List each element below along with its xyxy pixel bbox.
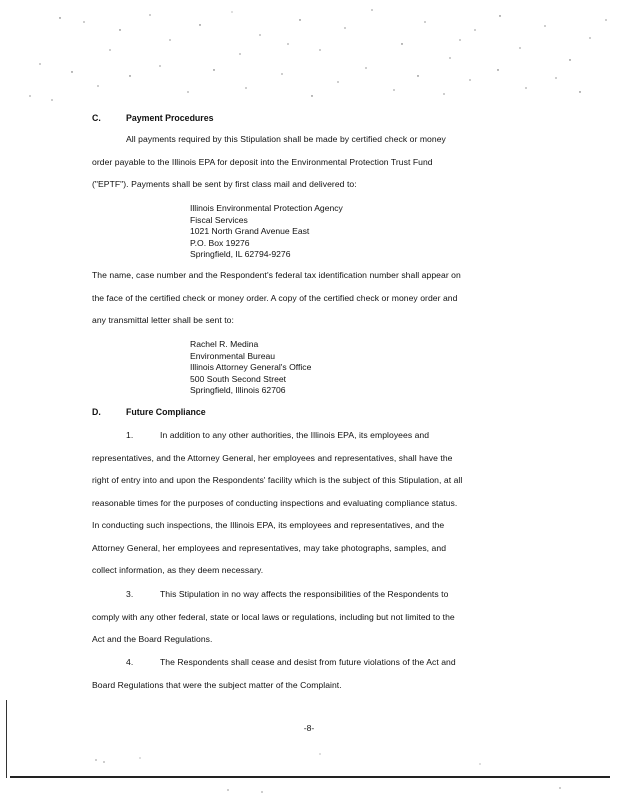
text-line <box>92 651 522 674</box>
section-d-title: Future Compliance <box>126 407 206 417</box>
attorney-address-block <box>190 339 311 397</box>
text-line: representatives, and the Attorney General, her employees and representatives, shall have the <box>92 452 453 463</box>
text-line: ("EPTF"). Payments shall be sent by first class mail and delivered to: <box>92 179 357 189</box>
section-c-paragraph-2 <box>92 264 522 332</box>
section-d-paragraph-4 <box>92 651 522 696</box>
text-span: In addition to any other authorities, the Illinois EPA, its employees and <box>160 430 430 440</box>
section-c-paragraph-1 <box>92 128 522 196</box>
address-line: Illinois Attorney General's Office <box>190 362 312 372</box>
address-line: 1021 North Grand Avenue East <box>190 226 310 236</box>
text-line: order payable to the Illinois EPA for deposit into the Environmental Protection Trust Fund <box>92 156 433 167</box>
page-number: -8- <box>303 723 315 733</box>
text-line: reasonable times for the purposes of conducting inspections and evaluating compliance status. <box>92 497 458 508</box>
section-d-heading <box>92 407 206 417</box>
section-c-letter: C. <box>92 113 101 123</box>
scan-side-line <box>6 700 7 778</box>
address-line: Environmental Bureau <box>190 350 276 361</box>
text-line <box>92 424 522 447</box>
text-line: Attorney General, her employees and representatives, may take photographs, samples, and <box>92 542 447 553</box>
address-line: Fiscal Services <box>190 214 248 225</box>
text-line: comply with any other federal, state or local laws or regulations, including but not limited to the <box>92 611 455 622</box>
section-c-title: Payment Procedures <box>126 113 214 123</box>
paragraph-number: 1. <box>126 430 134 440</box>
address-line: Springfield, Illinois 62706 <box>190 385 286 395</box>
scan-bottom-line <box>10 776 610 778</box>
section-d-paragraph-1 <box>92 424 522 582</box>
address-line: P.O. Box 19276 <box>190 237 250 248</box>
text-line: The name, case number and the Respondent's federal tax identification number shall appear on <box>92 270 461 280</box>
text-span: The Respondents shall cease and desist from future violations of the Act and <box>160 657 456 667</box>
text-line: any transmittal letter shall be sent to: <box>92 315 234 325</box>
text-line: the face of the certified check or money order. A copy of the certified check or money order and <box>92 292 458 303</box>
section-d-paragraph-3 <box>92 583 522 651</box>
text-span: This Stipulation in no way affects the responsibilities of the Respondents to <box>160 589 449 599</box>
text-line: In conducting such inspections, the Illinois EPA, its employees and representatives, and the <box>92 520 445 530</box>
text-line: collect information, as they deem necessary. <box>92 565 264 575</box>
paragraph-number: 4. <box>126 657 134 667</box>
text-line <box>92 583 522 606</box>
text-line: right of entry into and upon the Respondents' facility which is the subject of this Stipulation, at all <box>92 475 463 485</box>
address-line: Springfield, IL 62794-9276 <box>190 249 291 259</box>
paragraph-number: 3. <box>126 589 134 599</box>
epa-address-block <box>190 203 343 261</box>
address-line: Rachel R. Medina <box>190 339 259 349</box>
scan-noise-bottom <box>0 740 618 800</box>
scan-noise-top <box>0 0 618 110</box>
section-c-heading <box>92 113 214 123</box>
text-line: Board Regulations that were the subject matter of the Complaint. <box>92 679 342 690</box>
section-d-letter: D. <box>92 407 101 417</box>
text-line: All payments required by this Stipulation shall be made by certified check or money <box>126 134 446 144</box>
text-line: Act and the Board Regulations. <box>92 634 213 644</box>
address-line: Illinois Environmental Protection Agency <box>190 203 343 213</box>
address-line: 500 South Second Street <box>190 373 287 384</box>
